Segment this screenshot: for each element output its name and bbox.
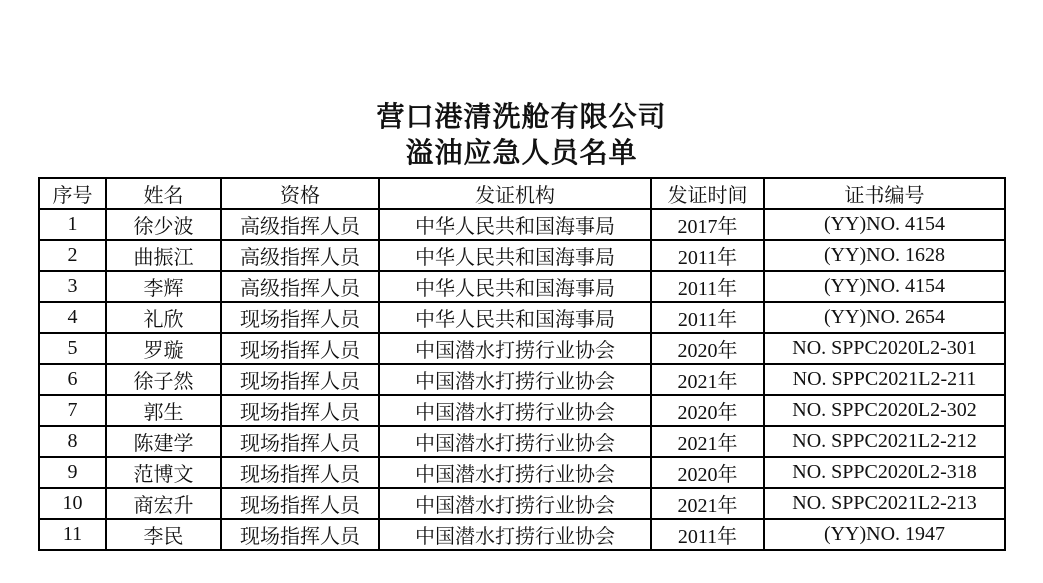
cell-qualification: 现场指挥人员 [221,395,379,426]
cell-name: 徐少波 [106,209,221,240]
cell-name: 礼欣 [106,302,221,333]
cell-index: 5 [39,333,106,364]
cell-certificate-no: NO. SPPC2021L2-213 [764,488,1005,519]
cell-index: 9 [39,457,106,488]
cell-name: 李民 [106,519,221,550]
cell-issue-year: 2020年 [651,395,764,426]
cell-issue-year: 2021年 [651,488,764,519]
table-body [39,209,1005,550]
cell-certificate-no: (YY)NO. 1947 [764,519,1005,550]
cell-certificate-no: (YY)NO. 4154 [764,209,1005,240]
column-header: 证书编号 [764,178,1005,209]
table-row [39,395,1005,426]
cell-name: 郭生 [106,395,221,426]
personnel-table [38,177,1006,551]
document-header [0,100,1043,172]
cell-index: 6 [39,364,106,395]
column-header: 资格 [221,178,379,209]
cell-qualification: 现场指挥人员 [221,333,379,364]
list-title: 溢油应急人员名单 [405,138,638,169]
cell-issuer: 中华人民共和国海事局 [379,302,651,333]
cell-certificate-no: NO. SPPC2020L2-318 [764,457,1005,488]
cell-qualification: 现场指挥人员 [221,302,379,333]
cell-issuer: 中国潜水打捞行业协会 [379,488,651,519]
cell-certificate-no: (YY)NO. 1628 [764,240,1005,271]
cell-name: 商宏升 [106,488,221,519]
cell-name: 曲振江 [106,240,221,271]
cell-issuer: 中国潜水打捞行业协会 [379,426,651,457]
cell-index: 7 [39,395,106,426]
cell-index: 10 [39,488,106,519]
cell-issue-year: 2021年 [651,364,764,395]
cell-name: 陈建学 [106,426,221,457]
table-row [39,271,1005,302]
cell-name: 徐子然 [106,364,221,395]
cell-issue-year: 2011年 [651,240,764,271]
cell-index: 3 [39,271,106,302]
cell-certificate-no: (YY)NO. 4154 [764,271,1005,302]
cell-issue-year: 2011年 [651,519,764,550]
cell-issuer: 中华人民共和国海事局 [379,209,651,240]
cell-issue-year: 2020年 [651,457,764,488]
cell-qualification: 现场指挥人员 [221,519,379,550]
cell-qualification: 现场指挥人员 [221,426,379,457]
cell-name: 范博文 [106,457,221,488]
cell-issue-year: 2011年 [651,302,764,333]
table-header-row [39,178,1005,209]
cell-issuer: 中华人民共和国海事局 [379,240,651,271]
cell-issuer: 中华人民共和国海事局 [379,271,651,302]
table-row [39,364,1005,395]
cell-issuer: 中国潜水打捞行业协会 [379,364,651,395]
cell-qualification: 现场指挥人员 [221,457,379,488]
table-row [39,457,1005,488]
cell-qualification: 高级指挥人员 [221,271,379,302]
table-row [39,240,1005,271]
cell-index: 2 [39,240,106,271]
cell-qualification: 现场指挥人员 [221,364,379,395]
column-header: 发证时间 [651,178,764,209]
cell-certificate-no: NO. SPPC2020L2-301 [764,333,1005,364]
cell-issuer: 中国潜水打捞行业协会 [379,519,651,550]
column-header: 发证机构 [379,178,651,209]
cell-issue-year: 2011年 [651,271,764,302]
cell-certificate-no: (YY)NO. 2654 [764,302,1005,333]
table-row [39,488,1005,519]
cell-issue-year: 2017年 [651,209,764,240]
cell-index: 4 [39,302,106,333]
table-row [39,333,1005,364]
cell-issuer: 中国潜水打捞行业协会 [379,333,651,364]
table-row [39,209,1005,240]
cell-qualification: 高级指挥人员 [221,209,379,240]
column-header: 姓名 [106,178,221,209]
cell-qualification: 高级指挥人员 [221,240,379,271]
cell-certificate-no: NO. SPPC2021L2-211 [764,364,1005,395]
cell-issue-year: 2020年 [651,333,764,364]
table-row [39,302,1005,333]
table-row [39,426,1005,457]
cell-index: 1 [39,209,106,240]
cell-issue-year: 2021年 [651,426,764,457]
cell-certificate-no: NO. SPPC2021L2-212 [764,426,1005,457]
table-row [39,519,1005,550]
cell-name: 李辉 [106,271,221,302]
cell-certificate-no: NO. SPPC2020L2-302 [764,395,1005,426]
cell-name: 罗璇 [106,333,221,364]
cell-qualification: 现场指挥人员 [221,488,379,519]
cell-index: 8 [39,426,106,457]
company-title: 营口港清洗舱有限公司 [376,102,667,133]
cell-issuer: 中国潜水打捞行业协会 [379,395,651,426]
cell-issuer: 中国潜水打捞行业协会 [379,457,651,488]
cell-index: 11 [39,519,106,550]
column-header: 序号 [39,178,106,209]
